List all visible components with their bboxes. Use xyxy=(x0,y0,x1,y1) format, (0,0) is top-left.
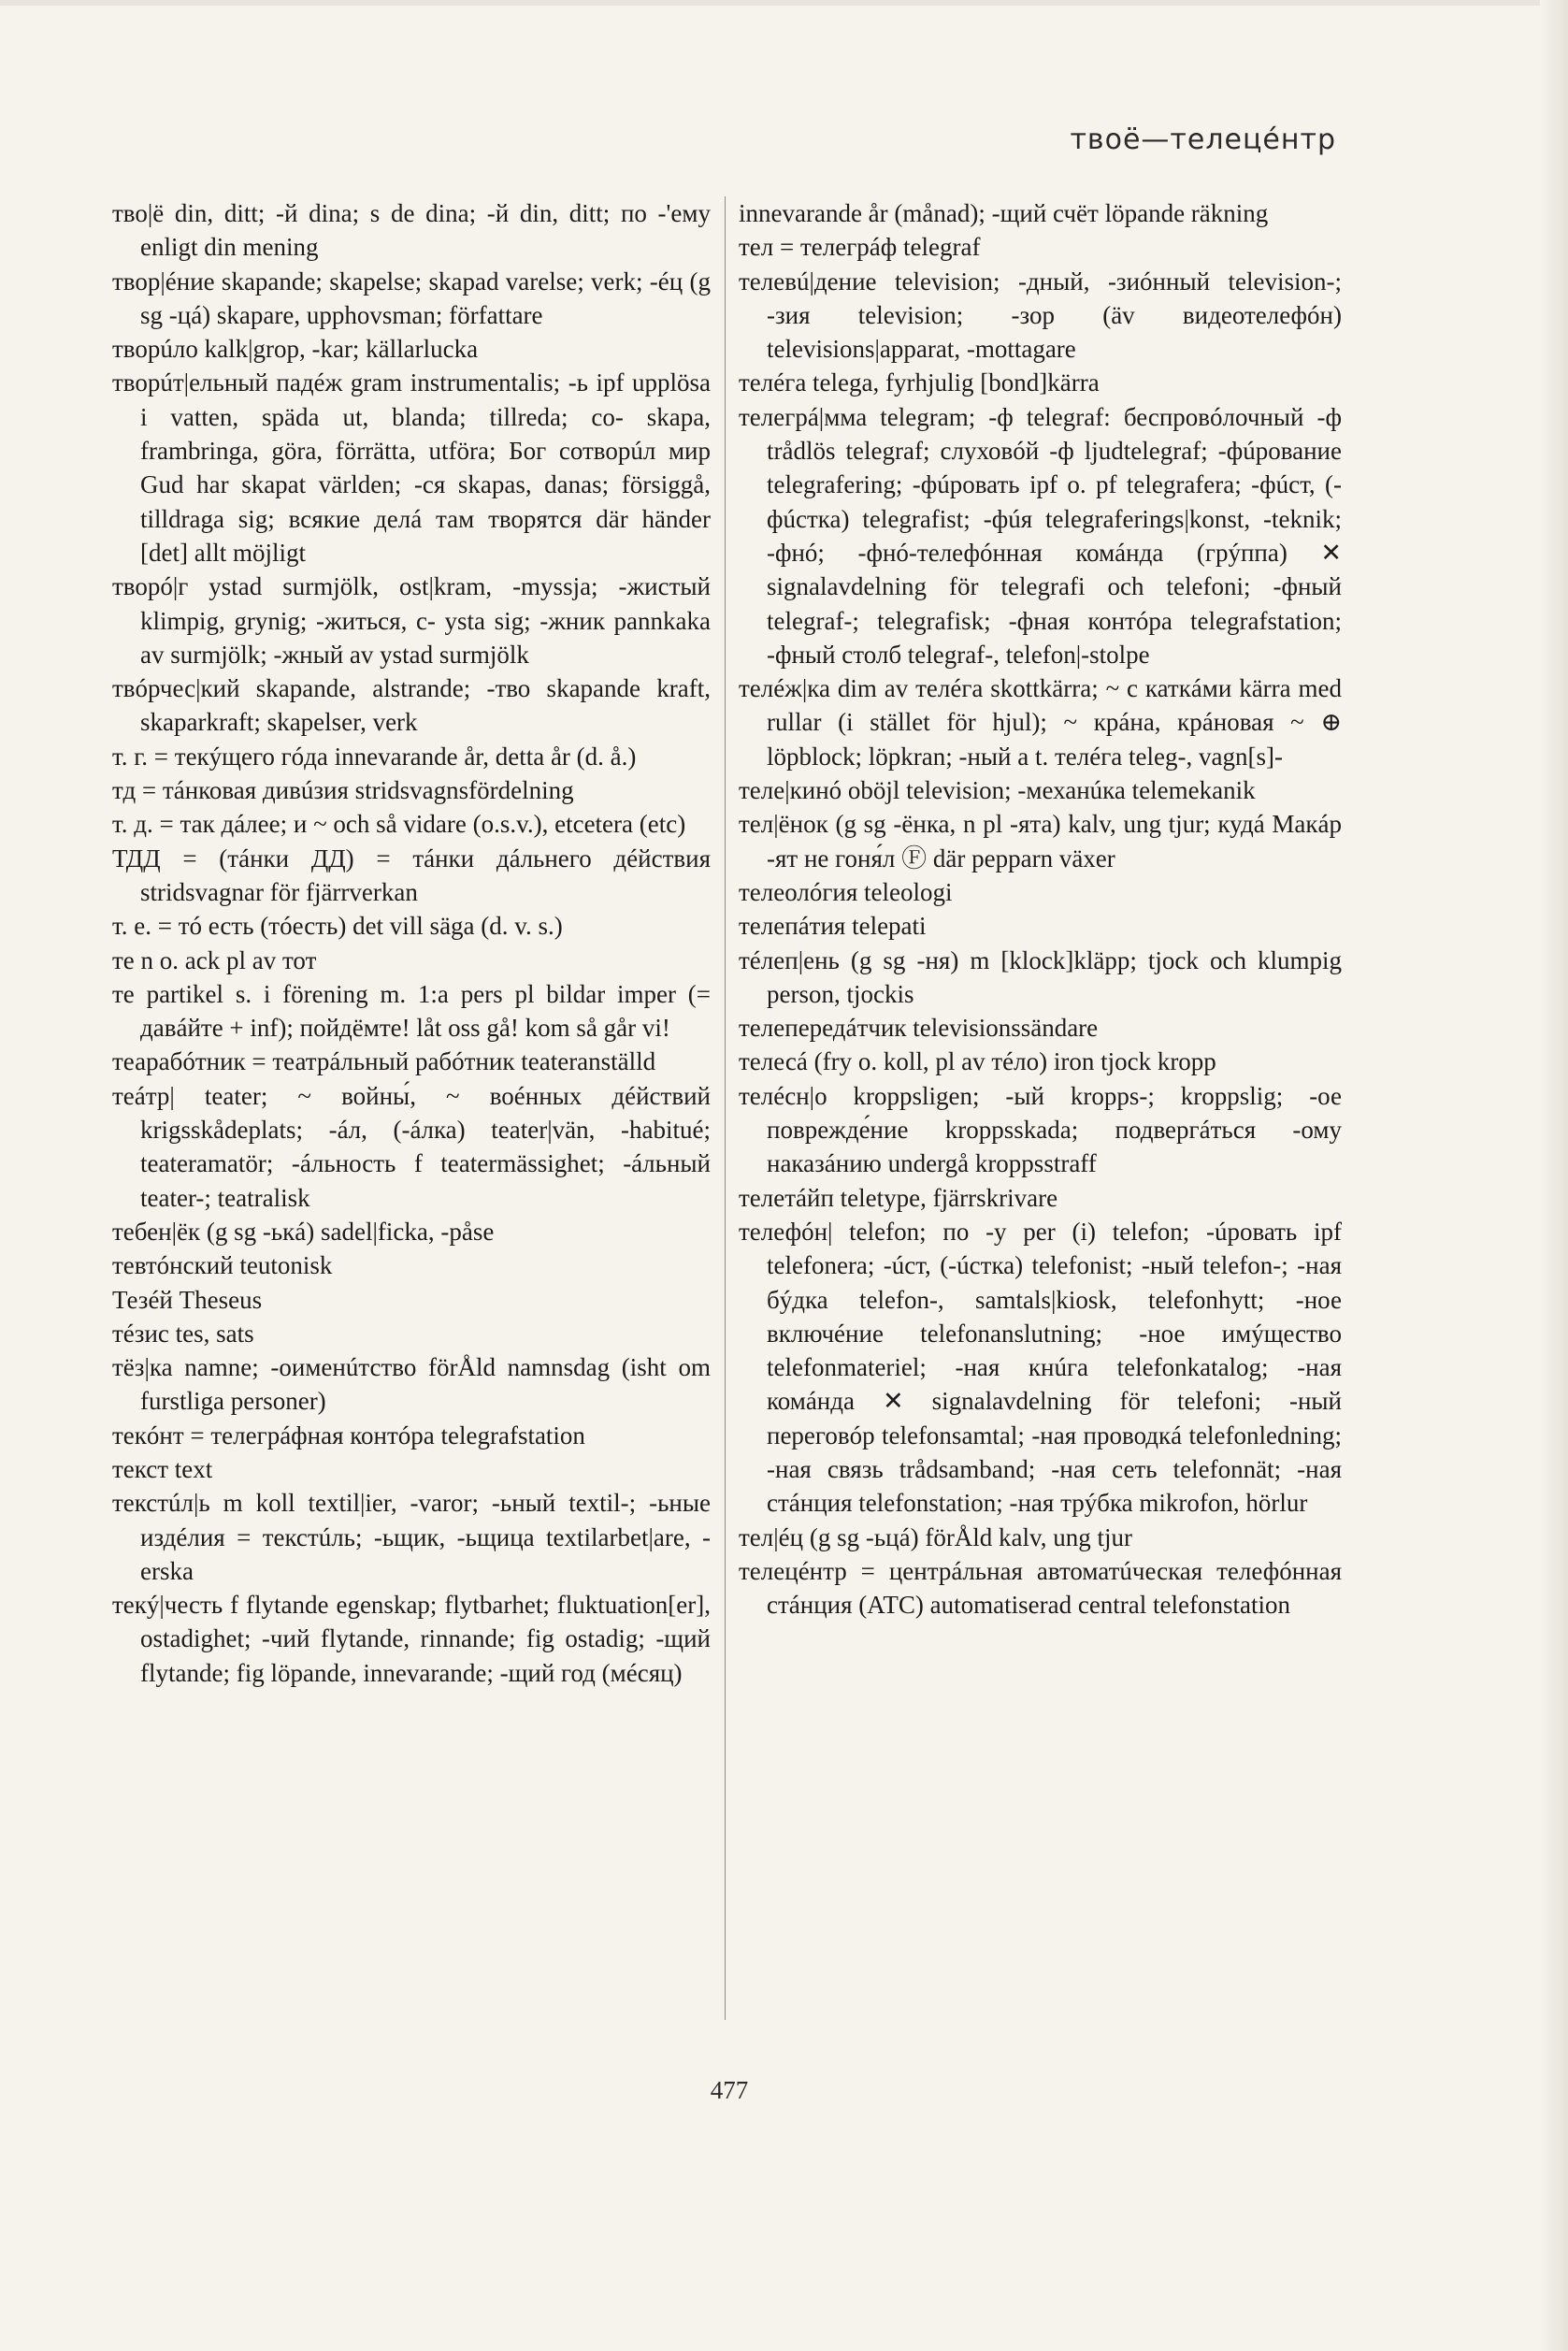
dictionary-entry: телеолóгия teleologi xyxy=(739,877,953,906)
dictionary-entry: телефóн| telefon; по -у per (i) telefon; -úровать ipf telefonera; -úст, (-úстка) telefonist; -ный telefon-; -ная бýдка telefon-, samtals|kiosk, telefonhytt; -ное включéние telefonanslutning; -ное имýщество telefonmateriel; -ная кнúга telefonkatalog; -ная комáнда ✕ signalavdelning för telefoni; -ный переговóр telefonsamtal; -ная проводкá telefonledning; -ная связь trådsamband; -ная сеть telefonnät; -ная стáнция telefonstation; -ная трýбка mikrofon, hörlur xyxy=(739,1217,1342,1518)
dictionary-entry: телепередáтчик televisionssändare xyxy=(739,1014,1099,1043)
dictionary-entry: теарабóтник = театрáльный рабóтник teateranställd xyxy=(112,1047,656,1076)
dictionary-entry: тевтóнский teutonisk xyxy=(112,1251,333,1280)
running-head: твоё—телецéнтр xyxy=(1070,123,1336,156)
dictionary-entry: телетáйп teletype, fjärrskrivare xyxy=(739,1183,1058,1212)
dictionary-entry: innevarande år (månad); -щий счёт löpande räkning xyxy=(739,199,1269,227)
dictionary-entry: текстúл|ь m koll textil|ier, -varor; -ьный textil-; -ьные издéлия = текстúль; -ьщик, -ьщица textilarbet|are, -erska xyxy=(112,1489,711,1585)
page-top-edge xyxy=(0,0,1568,6)
dictionary-entry: тво|ё din, ditt; -й dina; s de dina; -й din, ditt; по -'ему enligt din mening xyxy=(112,199,711,262)
column-divider xyxy=(725,196,726,2020)
right-column xyxy=(739,196,1342,1622)
dictionary-entry: тéзис tes, sats xyxy=(112,1319,254,1348)
dictionary-entry: телевú|дение television; -дный, -зиóнный television-; -зия television; -зор (äv видеотелефóн) televisions|apparat, -mottagare xyxy=(739,267,1342,364)
dictionary-entry: т. д. = так дáлее; и ~ och så vidare (o.s.v.), etcetera (etc) xyxy=(112,810,686,839)
dictionary-entry: теáтр| teater; ~ войны́, ~ воéнных дéйствий krigsskådeplats; -áл, (-áлка) teater|vän, -habitué; teateramatör; -áльность f teatermässighet; -áльный teater-; teatralisk xyxy=(112,1081,711,1212)
dictionary-entry: тёз|ка namne; -оименúтство förÅld namnsdag (isht om furstliga personer) xyxy=(112,1353,711,1416)
dictionary-entry: твор|éние skapande; skapelse; skapad varelse; verk; -éц (g sg -цá) skapare, upphovsman; författare xyxy=(112,267,711,329)
dictionary-entry: тебен|ёк (g sg -ькá) sadel|ficka, -påse xyxy=(112,1217,495,1246)
dictionary-entry: телéсн|о kroppsligen; -ый kropps-; kroppslig; -ое поврежде́ние kroppsskada; подвергáться -ому наказáнию undergå kroppsstraff xyxy=(739,1081,1342,1178)
dictionary-entry: творúло kalk|grop, -kar; källarlucka xyxy=(112,335,479,364)
dictionary-entry: тéлеп|ень (g sg -ня) m [klock]kläpp; tjock och klumpig person, tjockis xyxy=(739,945,1342,1008)
dictionary-entry: те partikel s. i förening m. 1:a pers pl bildar imper (= давáйте + inf); пойдёмте! låt oss gå! kom så går vi! xyxy=(112,979,711,1043)
dictionary-entry: текý|честь f flytande egenskap; flytbarhet; fluktuation[er], ostadighet; -чий flytande, rinnande; fig ostadig; -щий flytande; fig löpande, innevarande; -щий год (мéсяц) xyxy=(112,1591,711,1687)
dictionary-entry: те n o. ack pl av тот xyxy=(112,945,317,974)
dictionary-entry: Тезéй Theseus xyxy=(112,1285,263,1314)
page-right-edge xyxy=(1540,0,1568,2351)
dictionary-entry: т. г. = текýщего гóда innevarande år, detta år (d. å.) xyxy=(112,742,637,771)
dictionary-entry: телéж|ка dim av телéга skottkärra; ~ с каткáми kärra med rullar (i stället för hjul); ~ крáна, крáновая ~ ⊕ löpblock; löpkran; -ный a t. телéга teleg-, vagn[s]- xyxy=(739,674,1342,771)
dictionary-entry: текóнт = телегрáфная контóра telegrafstation xyxy=(112,1421,585,1450)
dictionary-entry: творó|г ystad surmjölk, ost|kram, -myssja; -жистый klimpig, grynig; -житься, с- ysta sig; -жник pannkaka av surmjölk; -жный av ystad surmjölk xyxy=(112,572,711,669)
page-number: 477 xyxy=(710,2076,749,2104)
dictionary-entry: творúт|ельный падéж gram instrumentalis; -ь ipf upplösa i vatten, späda ut, blanda; tillreda; со- skapa, frambringa, göra, förrätta, utföra; Бог сотворúл мир Gud har skapat världen; -ся skapas, danas; försiggå, tilldraga sig; всякие делá там творятся där händer [det] allt möjligt xyxy=(112,368,711,567)
dictionary-entry: телегрá|мма telegram; -ф telegraf: беспровóлочный -ф trådlös telegraf; слуховóй -ф ljudtelegraf; -фúрование telegrafering; -фúровать ipf o. pf telegrafera; -фúст, (-фúстка) telegrafist; -фúя telegraferings|konst, -teknik; -фнó; -фнó-телефóнная комáнда (грýппа) ✕ signalavdelning för telegrafi och telefoni; -фный telegraf-; telegrafisk; -фная контóра telegrafstation; -фный столб telegraf-, telefon|-stolpe xyxy=(739,402,1342,669)
dictionary-entry: тел|ёнок (g sg -ёнка, n pl -ята) kalv, ung tjur; кудá Макáр -ят не гоня́л Ⓕ där pepparn växer xyxy=(739,810,1342,873)
dictionary-entry: твóрчес|кий skapande, alstrande; -тво skapande kraft, skaparkraft; skapelser, verk xyxy=(112,674,711,737)
dictionary-entry: теле|кинó oböjl television; -механúка telemekanik xyxy=(739,776,1256,805)
dictionary-entry: телéга telega, fyrhjulig [bond]kärra xyxy=(739,368,1100,397)
dictionary-entry: тд = тáнковая дивúзия stridsvagnsfördelning xyxy=(112,776,574,805)
dictionary-entry: текст text xyxy=(112,1454,213,1483)
dictionary-entry: тел|éц (g sg -ьцá) förÅld kalv, ung tjur xyxy=(739,1522,1133,1551)
dictionary-entry: телецéнтр = центрáльная автоматúческая телефóнная стáнция (АТС) automatiserad central telefonstation xyxy=(739,1556,1342,1620)
dictionary-entry: ТДД = (тáнки ДД) = тáнки дáльнего дéйствия stridsvagnar för fjärrverkan xyxy=(112,844,711,906)
dictionary-entry: т. е. = тó есть (тóесть) det vill säga (d. v. s.) xyxy=(112,912,563,941)
dictionary-entry: телепáтия telepati xyxy=(739,912,927,941)
dictionary-entry: телесá (fry o. koll, pl av тéло) iron tjock kropp xyxy=(739,1047,1216,1076)
left-column xyxy=(112,196,711,1690)
dictionary-entry: тел = телегрáф telegraf xyxy=(739,233,981,262)
